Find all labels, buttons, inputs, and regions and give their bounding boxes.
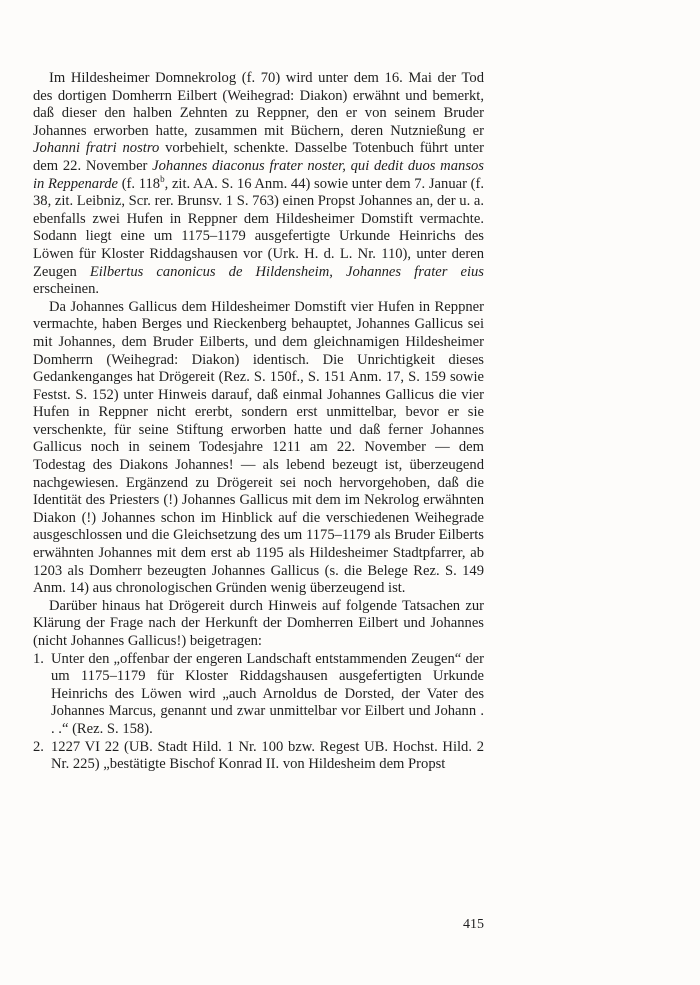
text-segment: Darüber hinaus hat Drögereit durch Hinweis auf folgende Tatsachen zur Klärung der Frage nach der Herkunft der Domherren Eilbert und Johannes (nicht Johannes Gallicus!) beigetragen:	[33, 597, 484, 649]
text-segment: vorbehielt, schenkte. Dasselbe Totenbuch führt unter dem 22. November	[33, 140, 484, 174]
text-segment: Im Hildesheimer Domnekrolog (f. 70) wird unter dem 16. Mai der Tod des dortigen Domherrn Eilbert (Weihegrad: Diakon) erwähnt und bemerkt, daß dieser den halben Zehnten zu Reppner, den er von seinem Bruder Johannes erworben hatte, zusammen mit Büchern, deren Nutznießung er	[33, 70, 484, 139]
italic-text: Johannes diaconus frater noster, qui dedit duos mansos in Reppenarde	[33, 157, 484, 192]
text-segment: erscheinen.	[33, 281, 100, 298]
paragraph-3	[33, 598, 484, 651]
list-item-number: 2.	[33, 738, 44, 755]
numbered-list	[33, 651, 484, 774]
list-item-number: 1.	[33, 650, 44, 667]
page-number: 415	[463, 917, 484, 932]
list-item	[33, 651, 484, 739]
list-item-text: 1227 VI 22 (UB. Stadt Hild. 1 Nr. 100 bzw. Regest UB. Hochst. Hild. 2 Nr. 225) „bestätigte Bischof Konrad II. von Hildesheim dem Propst	[51, 738, 484, 773]
list-item-text: Unter den „offenbar der engeren Landschaft entstammenden Zeugen“ der um 1175–1179 für Kloster Riddagshausen ausgefertigten Urkunde Heinrichs des Löwen wird „auch Arnoldus de Dorsted, der Vater des Johannes Marcus, genannt und zwar unmittelbar vor Eilbert und Johann . . .“ (Rez. S. 158).	[51, 650, 484, 737]
list-item	[33, 739, 484, 774]
text-segment: (f. 118	[118, 175, 161, 192]
text-segment: , zit. AA. S. 16 Anm. 44) sowie unter dem 7. Januar (f. 38, zit. Leibniz, Scr. rer. Brunsv. 1 S. 763) einen Propst Johannes an, der u. a. ebenfalls zwei Hufen in Reppner dem Hildesheimer Domstift vermachte. Sodann liegt eine um 1175–1179 ausgefertigte Urkunde Heinrichs des Löwen für Kloster Riddagshausen vor (Urk. H. d. L. Nr. 110), unter deren Zeugen	[33, 175, 485, 280]
superscript-text: b	[160, 173, 165, 184]
italic-text: Eilbertus canonicus de Hildensheim, Johannes frater eius	[89, 263, 484, 280]
italic-text: Johanni fratri nostro	[33, 140, 160, 157]
text-segment: Da Johannes Gallicus dem Hildesheimer Domstift vier Hufen in Reppner vermachte, haben Berges und Rieckenberg behauptet, Johannes Gallicus sei mit Johannes, dem Bruder Eilberts, und dem gleichnamigen Hildesheimer Domherrn (Weihegrad: Diakon) identisch. Die Unrichtigkeit dieses Gedankenganges hat Drögereit (Rez. S. 150f., S. 151 Anm. 17, S. 159 sowie Festst. S. 152) unter Hinweis darauf, daß einmal Johannes Gallicus die vier Hufen in Reppner nicht ererbt, sondern erst unmittelbar, bevor er sie verschenkte, für seine Stiftung erworben hatte und daß ferner Johannes Gallicus noch in seinem Todesjahre 1211 am 22. November — dem Todestag des Diakons Johannes! — als lebend bezeugt ist, überzeugend nachgewiesen. Ergänzend zu Drögereit sei noch hervorgehoben, daß die Identität des Priesters (!) Johannes Gallicus mit dem im Nekrolog erwähnten Diakon (!) Johannes schon im Hinblick auf die verschiedenen Weihegrade ausgeschlossen und die Gleichsetzung des um 1175–1179 als Bruder Eilberts erwähnten Johannes mit dem erst ab 1195 als Hildesheimer Stadtpfarrer, ab 1203 als Domherr bezeugten Johannes Gallicus (s. die Belege Rez. S. 149 Anm. 14) aus chronologischen Gründen wenig überzeugend ist.	[33, 298, 484, 597]
paragraph-1	[33, 70, 484, 299]
body-text	[33, 70, 484, 774]
paragraph-2	[33, 299, 484, 598]
